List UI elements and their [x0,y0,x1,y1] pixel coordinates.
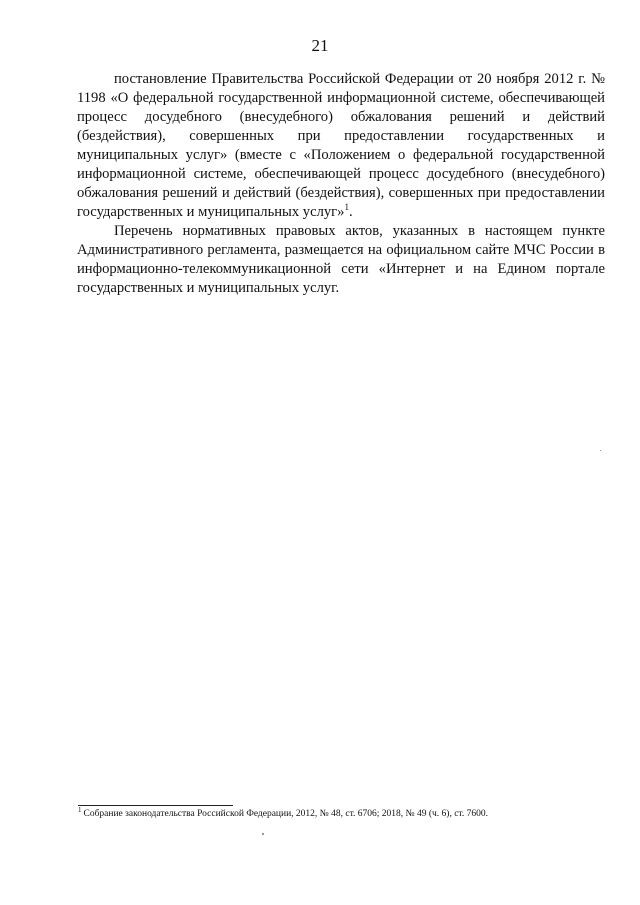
footnote-number: 1 [78,805,82,814]
paragraph-1-tail: . [348,204,353,220]
paragraph-2 [77,222,605,298]
scan-speck [600,450,601,451]
paragraph-1 [77,70,605,222]
footnote-reference: 1 [344,202,349,213]
body-text [77,70,605,298]
footnote-divider [78,805,233,806]
page-number: 21 [311,36,329,55]
footnote-text: Собрание законодательства Российской Федерации, 2012, № 48, ст. 6706; 2018, № 49 (ч. 6), ст. 7600. [83,809,488,819]
paragraph-2-text: Перечень нормативных правовых актов, указанных в настоящем пункте Административного регламента, размещается на официальном сайте МЧС России в информационно-телекоммуникационной сети «Интернет и на Едином портале государственных и муниципальных услуг. [77,223,605,296]
scan-speck [262,833,264,835]
paragraph-1-text: постановление Правительства Российской Федерации от 20 ноября 2012 г. № 1198 «О федеральной государственной информационной системе, обеспечивающей процесс досудебного (внесудебного) обжалования решений и действий (бездействия), совершенных при предоставлении государственных и муниципальных услуг» (вместе с «Положением о федеральной государственной информационной системе, обеспечивающей процесс досудебного (внесудебного) обжалования решений и действий (бездействия), совершенных при предоставлении государственных и муниципальных услуг» [77,71,605,220]
footnote [78,805,618,820]
